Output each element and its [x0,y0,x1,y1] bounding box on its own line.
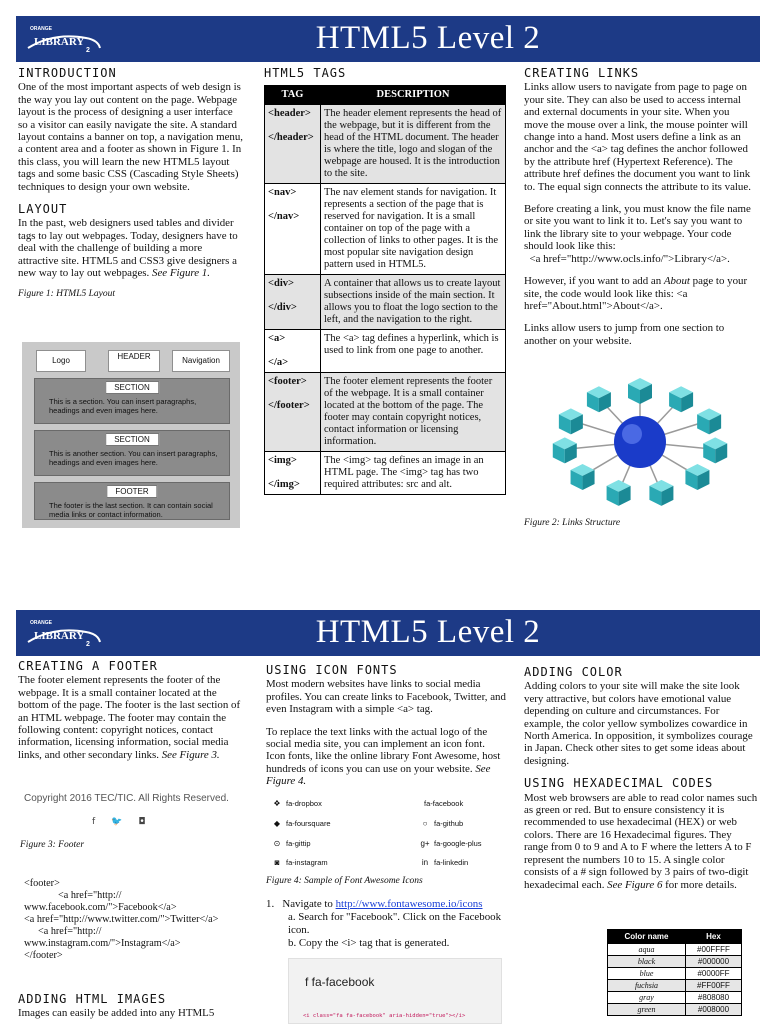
heading-layout: LAYOUT [18,202,68,217]
table-row: blue #0000FF [608,968,742,980]
fontawesome-link[interactable]: http://www.fontawesome.io/icons [335,898,483,910]
figure-2-links-structure [548,372,734,512]
links-paragraph-1: Links allow users to navigate from page to page on your site. They can also be used to access internal and external documents in your site. When you move the mouse over a link, the mouse pointer will change into a hand. Most users define a link as an anchor and the <a> tag defines the anchor followed by the attribute href (Hypertext Reference). The attribute href defines the document you want to link to. The equal sign connects the attribute to its value. [524,81,751,193]
github-icon: ○ [422,819,428,828]
table-row: <nav> </nav> The nav element stands for navigation. It represents a section of the page that is reserved for navigation. It is a small container on top of the page with a collection of links to other pages. It is the most popular site navigation design pattern used in HTML5. [265,184,506,275]
instagram-icon: ◙ [274,858,280,867]
table-row: <a> </a> The <a> tag defines a hyperlink, which is used to link from one page to another. [265,330,506,373]
twitter-icon[interactable]: 🐦 [111,817,123,827]
bottom-col-3 [524,666,758,901]
icons-paragraph-1: Most modern websites have links to social media profiles. You can create links to Facebook, Twitter, and even Instagram with a simple <a> tag. [266,678,506,716]
svg-text:LIBRARY: LIBRARY [34,630,85,642]
heading-adding-color: ADDING COLOR [524,665,623,679]
dropbox-icon: ❖ [273,799,281,808]
icon-steps [266,898,506,951]
icon-sample: ◙ fa-instagram [272,858,328,867]
fig1-navigation-box: Navigation [172,350,230,372]
heading-html5-tags: HTML5 TAGS [264,66,347,80]
node-cube [685,464,709,490]
col-description-header: DESCRIPTION [321,86,506,105]
fig1-footer-section: FOOTER The footer is the last section. It can contain social media links or contact information. [34,482,230,520]
gittip-icon: ⊙ [273,839,281,848]
svg-text:ORANGE: ORANGE [30,26,52,32]
top-col-2 [264,67,510,495]
table-row: black #000000 [608,956,742,968]
html5-tags-table [264,85,506,495]
heading-introduction: INTRODUCTION [18,66,117,80]
heading-adding-html-images: ADDING HTML IMAGES [18,992,167,1006]
svg-text:2: 2 [86,47,90,54]
figure-3-caption: Figure 3: Footer [20,840,85,850]
adding-images-block [18,993,244,1020]
figure-5-facebook-snippet [288,958,502,1024]
step-1b: b. Copy the <i> tag that is generated. [288,937,450,950]
hex-text: Most web browsers are able to read color names such as green or red. But to ensure consistency it is recommended to use hexadecimal (HEX) or web colors. There are 16 Hexadecimal figures. They range from 0 to 9 and A to F where the letters A to F represent the numbers 10 to 15. A single color consists of a # sign followed by 3 pairs of two-digit hexadecimal each. See Figure 6 for more details. [524,791,758,891]
footer-social-icons [92,817,146,827]
icon-sample: ⊙ fa-gittip [273,839,311,848]
linkedin-icon: in [421,858,429,867]
bottom-banner [16,610,760,656]
step-1a: a. Search for "Facebook". Click on the Facebook icon. [288,911,502,936]
node-cube [703,437,727,463]
col-color-name: Color name [608,930,686,944]
color-text: Adding colors to your site will make the site look very attractive, but colors have emotional value depending on culture and circumstances. For example, the color yellow symbolizes cowardice in North America. In opposition, it symbolizes courage in Japan. Check other sites to get some ideas about designing. [524,680,753,767]
node-cube [649,480,673,506]
google-plus-icon: g+ [420,839,430,848]
bottom-col-2 [266,664,506,798]
node-cube [607,480,631,506]
intro-text: One of the most important aspects of web design is the way you lay out content on the page. Webpage layout is the process of designing a user interface so a visitor can easily navigate the site. A standard layout contains a banner on top, a navigation menu, a content area and a footer as shown in Figure 1. In this class, you will learn the new HTML5 layout tags and some basic CSS (Cascading Style Sheets) techniques to design your own website. [18,81,244,193]
layout-text: In the past, web designers used tables and divider tags to lay out webpages. Today, designers have to deal with the challenge of building a more attractive site. HTML5 and CSS3 give designers a new way to lay out webpages. See Figure 1. [18,217,238,280]
figure-4-caption: Figure 4: Sample of Font Awesome Icons [266,876,423,886]
fig1-section-2: SECTION This is another section. You can insert paragraphs, headings and even images here. [34,430,230,476]
steps-list [266,898,506,950]
col-hex: Hex [686,930,742,944]
table-row: <footer> </footer> The footer element represents the footer of the webpage. It is a small container located at the bottom of the page. The footer may contain copyright notices, contact information or licensing information. [265,373,506,452]
color-hex-table [607,929,742,1016]
svg-text:LIBRARY: LIBRARY [34,36,85,48]
fa-facebook-label: f fa-facebook [305,975,375,989]
table-row: <div> </div> A container that allows us to create layout subsections inside of the main section. It allows you to float the logo section to the left, and the navigation to the right. [265,275,506,330]
table-row: gray #808080 [608,992,742,1004]
step-1: 1. Navigate to http://www.fontawesome.io/icons [266,898,483,910]
node-cube [559,408,583,434]
table-row: fuchsia #FF00FF [608,980,742,992]
images-text: Images can easily be added into any HTML5 [18,1007,215,1020]
table-row: <img> </img> The <img> tag defines an image in an HTML page. The <img> tag has two required attributes: src and alt. [265,452,506,495]
instagram-icon[interactable]: ◘ [138,817,146,827]
top-col-3 [524,67,756,357]
table-row: aqua #00FFFF [608,944,742,956]
top-banner [16,16,760,62]
icon-sample: fa-facebook [424,799,464,808]
footer-copyright: Copyright 2016 TEC/TIC. All Rights Reserved. [24,793,229,804]
footer-code-sample: <footer> <a href="http:// www.facebook.com/">Facebook</a> <a href="http://www.twitter.com/">Twitter</a> <a href="http:// www.instagram.com/">Instagram</a> </footer> [24,878,219,961]
icon-sample: ❖ fa-dropbox [273,799,322,808]
links-paragraph-2: Before creating a link, you must know the file name or site you want to link it to. Let's say you want to link the library site to your webpage. Your code should look like this: <a href="http://www.ocls.info/">Library</a>. [524,203,751,265]
icon-sample: ◆ fa-foursquare [273,819,331,828]
fig1-logo-box: Logo [36,350,86,372]
heading-using-icon-fonts: USING ICON FONTS [266,663,398,677]
footer-text: The footer element represents the footer of the webpage. It is a small container located at the bottom of the page. The footer is the last section of an HTML webpage. The footer may contain the following content: copyright notices, contact information, licensing information, social media links, and other secondary links. See Figure 3. [18,674,241,761]
node-cube [628,378,652,404]
fig1-header-box: HEADER [108,350,160,372]
foursquare-icon: ◆ [273,819,281,828]
links-paragraph-4: Links allow users to jump from one section to another on your website. [524,322,725,347]
figure-1-html5-layout [22,342,240,528]
page-title: HTML5 Level 2 [315,614,541,650]
figure-2-caption: Figure 2: Links Structure [524,518,621,528]
top-col-1 [18,67,244,300]
table-row: <header> </header> The header element represents the head of the webpage, but it is different from the head of the HTML document. The header is where the title, logo and slogan of the webpage are housed. It is the introduction to the site. [265,105,506,184]
figure-1-caption: Figure 1: HTML5 Layout [18,288,116,299]
heading-creating-a-footer: CREATING A FOOTER [18,659,158,673]
icon-sample: in fa-linkedin [421,858,469,867]
bottom-col-1 [18,660,244,771]
facebook-icon[interactable]: f [92,817,96,827]
icon-sample: g+ fa-google-plus [420,839,482,848]
heading-creating-links: CREATING LINKS [524,66,640,80]
fig1-section-1: SECTION This is a section. You can insert paragraphs, headings and even images here. [34,378,230,424]
page-title: HTML5 Level 2 [315,20,541,56]
links-paragraph-3: However, if you want to add an About page to your site, the code would look like this: <a href="About.html">About</a>. [524,275,748,312]
table-row: green #008000 [608,1004,742,1016]
node-cube [587,386,611,412]
svg-text:2: 2 [86,641,90,648]
node-cube [571,464,595,490]
svg-text:ORANGE: ORANGE [30,620,52,626]
icon-sample: ○ fa-github [420,819,463,828]
fa-facebook-code: <i class="fa fa-facebook" aria-hidden="true"></i> [303,1013,466,1019]
icons-paragraph-2: To replace the text links with the actual logo of the social media site, you can implement an icon font. Icon fonts, like the online library Font Awesome, host hundreds of icons you can use on your website. See Figure 4. [266,725,501,788]
figure-4-font-awesome-icons [272,799,504,869]
node-cube [697,408,721,434]
col-tag-header: TAG [265,86,321,105]
node-cube [553,437,577,463]
node-cube [669,386,693,412]
heading-using-hexadecimal-codes: USING HEXADECIMAL CODES [524,776,714,791]
